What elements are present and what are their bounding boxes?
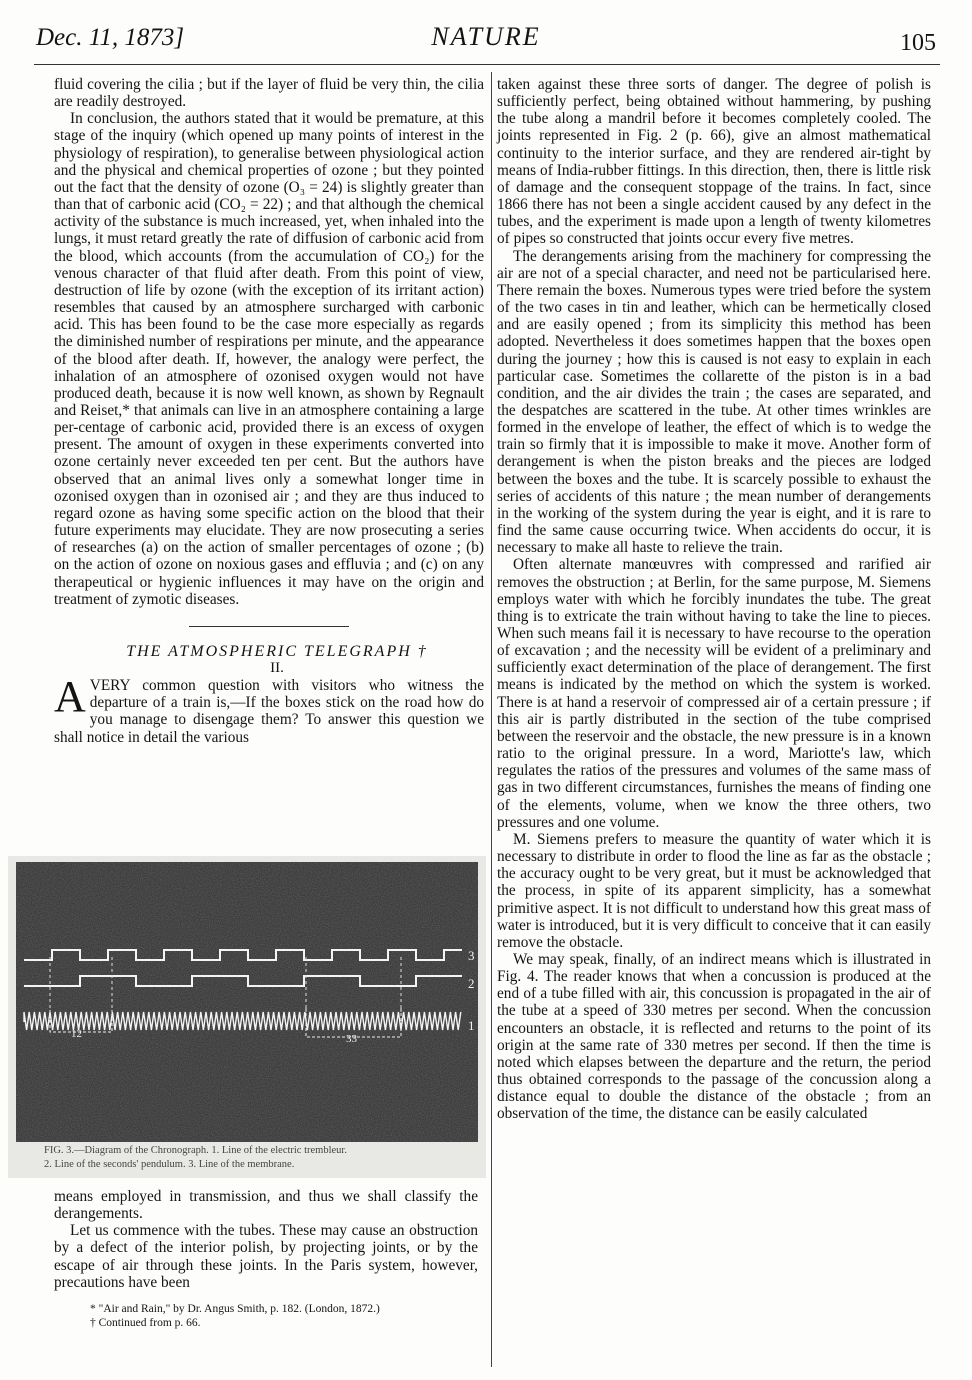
left-column-top — [54, 76, 484, 746]
footnotes — [60, 1302, 480, 1330]
drop-cap: A — [54, 672, 86, 722]
paragraph: M. Siemens prefers to measure the quantity of water which it is necessary to distribute in order to flood the line as far as the obstacle ; the accuracy ought to be very great, but it must be acknowledged that the process, in spite of its apparent simplicity, has a somewhat primitive aspect. It is not difficult to understand how this great mass of water is introduced, but it is very difficult to conceive that it can easily remove the obstacle. — [497, 830, 931, 951]
trace-label-3: 3 — [468, 948, 475, 963]
issue-date: Dec. 11, 1873] — [36, 24, 185, 51]
paragraph: means employed in transmission, and thus we shall classify the derangements. — [54, 1188, 478, 1223]
paragraph: The derangements arising from the machinery for compressing the air are not of a special character, and need not be particularised here. There remain the boxes. Numerous types were tried before the system of the two cases in tin and leather, which can be hermetically closed and are easily opened ; from its simplicity this method has been adopted. Nevertheless it does sometimes happen that the boxes open during the journey ; how this is caused is not easy to explain in each particular case. Sometimes the collarette of the piston is in a bad condition, and the air divides the train ; the cases are separated, and the despatches are scattered in the tube. At other times wrinkles are formed in the envelope of leather, the effect of which is to wedge the train so firmly that it is impossible to make it move. Another form of derangement is when the piston breaks and the pieces are lodged between the boxes and the tube. It is scarcely possible to exhaust the series of accidents of this nature ; the mean number of derangements in the working of the system during the year is eight, and it is rare to find the same cause occurring twice. When accidents do occur, it is necessary to make all haste to relieve the train. — [497, 247, 931, 557]
interval-label-12: 12 — [71, 1028, 82, 1040]
chronograph-figure — [8, 856, 486, 1178]
page-header — [0, 20, 972, 64]
left-column-bottom — [54, 1188, 478, 1291]
journal-title: NATURE — [431, 22, 541, 51]
paragraph: fluid covering the cilia ; but if the layer of fluid be very thin, the cilia are readily destroyed. — [54, 76, 484, 111]
footnote: † Continued from p. 66. — [90, 1317, 201, 1329]
paragraph: We may speak, finally, of an indirect means which is illustrated in Fig. 4. The reader knows that when a concussion is produced at the end of a tube filled with air, this concussion is propagated in the air of the tube at a speed of 330 metres per second. When the concussion encounters an obstacle, it is reflected and returns to the point of its origin at the same rate of 330 metres per second. If then the time is noted which elapses between the departure and the return, the period thus obtained corresponds to the passage of the concussion along a distance equal to double the distance of the obstacle ; from an observation of the time, the distance can be easily calculated — [497, 950, 931, 1123]
paragraph: Let us commence with the tubes. These may cause an obstruction by a defect of the interior polish, by projecting joints, or by the escape of air through these joints. In the Paris system, however, precautions have been — [54, 1222, 478, 1291]
paragraph: In conclusion, the authors stated that it would be premature, at this stage of the inquiry (which opened up many points of interest in the physiology of respiration), to generalise between physiological action and the physical and chemical properties of ozone ; but they pointed out the fact that the density of ozone (O₃ = 24) is slightly greater than than that of carbonic acid (CO₂ = 22) ; and that although the chemical activity of the substance is much increased, yet, when inhaled into the lungs, it must retard greatly the rate of diffusion of carbonic acid from the blood, which accounts (from the accumulation of CO₂) for the venous character of that fluid after death. From this point of view, destruction of life by ozone (with the exception of its irritant action) resembles that caused by an atmosphere surcharged with carbonic acid. This has been found to be the case more especially as regards the diminished number of respirations per minute, and the appearance of the blood after death. If, however, the analogy were perfect, the inhalation of an atmosphere of ozonised oxygen would not have produced death, because it is now well known, as shown by Regnault and Reiset,* that animals can live in an atmosphere containing a large per-centage of carbonic acid, provided there is an excess of oxygen present. The amount of oxygen in these experiments converted into ozone certainly never exceeded ten per cent. But the authors have observed that an animal lives only a somewhat longer time in ozonised oxygen than in ozonised air ; and they are thus induced to regard ozone as having some specific action on the blood that their future experiments may elucidate. They are now prosecuting a series of researches (a) on the action of smaller percentages of ozone ; (b) on the action of ozone on noxious gases and effluvia ; and (c) on any therapeutical or hygienic influences it may have on the origin and treatment of zymotic diseases. — [54, 110, 484, 608]
paragraph: taken against these three sorts of danger. The degree of polish is sufficiently perfect, being obtained without hammering, by pushing the tube along a mandril before it becomes completely cooled. The joints represented in Fig. 2 (p. 66), give an almost mathematical continuity to the interior surface, and they are rendered air-tight by means of India-rubber fittings. In this direction, then, there is little risk of damage and the consequent stoppage of the trains. In fact, since 1866 there has not been a single accident caused by any defect in the tubes, and the experiment is made upon a length of twenty kilometres of pipes so constructed that joints occur every five metres. — [497, 76, 931, 248]
article-part: II. — [270, 660, 284, 676]
figure-caption — [44, 1144, 484, 1172]
caption-line: 2. Line of the seconds' pendulum. 3. Line of the membrane. — [44, 1159, 295, 1170]
article-intro — [54, 672, 484, 746]
page-number: 105 — [900, 30, 936, 56]
section-separator — [189, 626, 349, 627]
chronograph-traces — [16, 862, 478, 1142]
column-divider — [491, 72, 492, 1367]
chronograph-plate — [16, 862, 478, 1142]
interval-label-33: 33 — [346, 1033, 357, 1045]
header-rule — [34, 64, 940, 65]
caption-line: FIG. 3.—Diagram of the Chronograph. 1. Line of the electric trembleur. — [44, 1145, 347, 1156]
trace-label-2: 2 — [468, 976, 475, 991]
article-title: THE ATMOSPHERIC TELEGRAPH † — [126, 642, 428, 660]
trace-label-1: 1 — [468, 1018, 475, 1033]
footnote: * "Air and Rain," by Dr. Angus Smith, p. 182. (London, 1872.) — [90, 1303, 380, 1315]
paragraph: Often alternate manœuvres with compressed and rarified air removes the obstruction ; at Berlin, for the same purpose, M. Siemens employs water with which he forcibly inundates the tube. The great thing is to extricate the train without having to take the line to pieces. When such means fail it is necessary to have recourse to the operation of excavation ; and the necessity will be evident of a preliminary and sufficiently exact determination of the place of derangement. The first means is indicated by the method on which the system is worked. There is at hand a reservoir of compressed air of a certain pressure ; if this air is partly distributed in the section of the tube comprised between the reservoir and the obstacle, the new pressure is in a known ratio to the original pressure. In a word, Mariotte's law, which regulates the ratios of the pressures and volumes of the same mass of gas in two different circumstances, furnishes the means of finding one of the elements, volume, when we know the three others, two pressures and one volume. — [497, 556, 931, 831]
right-column — [497, 76, 931, 1123]
plate-grain — [16, 862, 478, 1142]
intro-text: VERY common question with visitors who witness the departure of a train is,—If the boxes stick on the road how do you manage to disengage them? To answer this question we shall notice in detail the various — [54, 677, 484, 746]
